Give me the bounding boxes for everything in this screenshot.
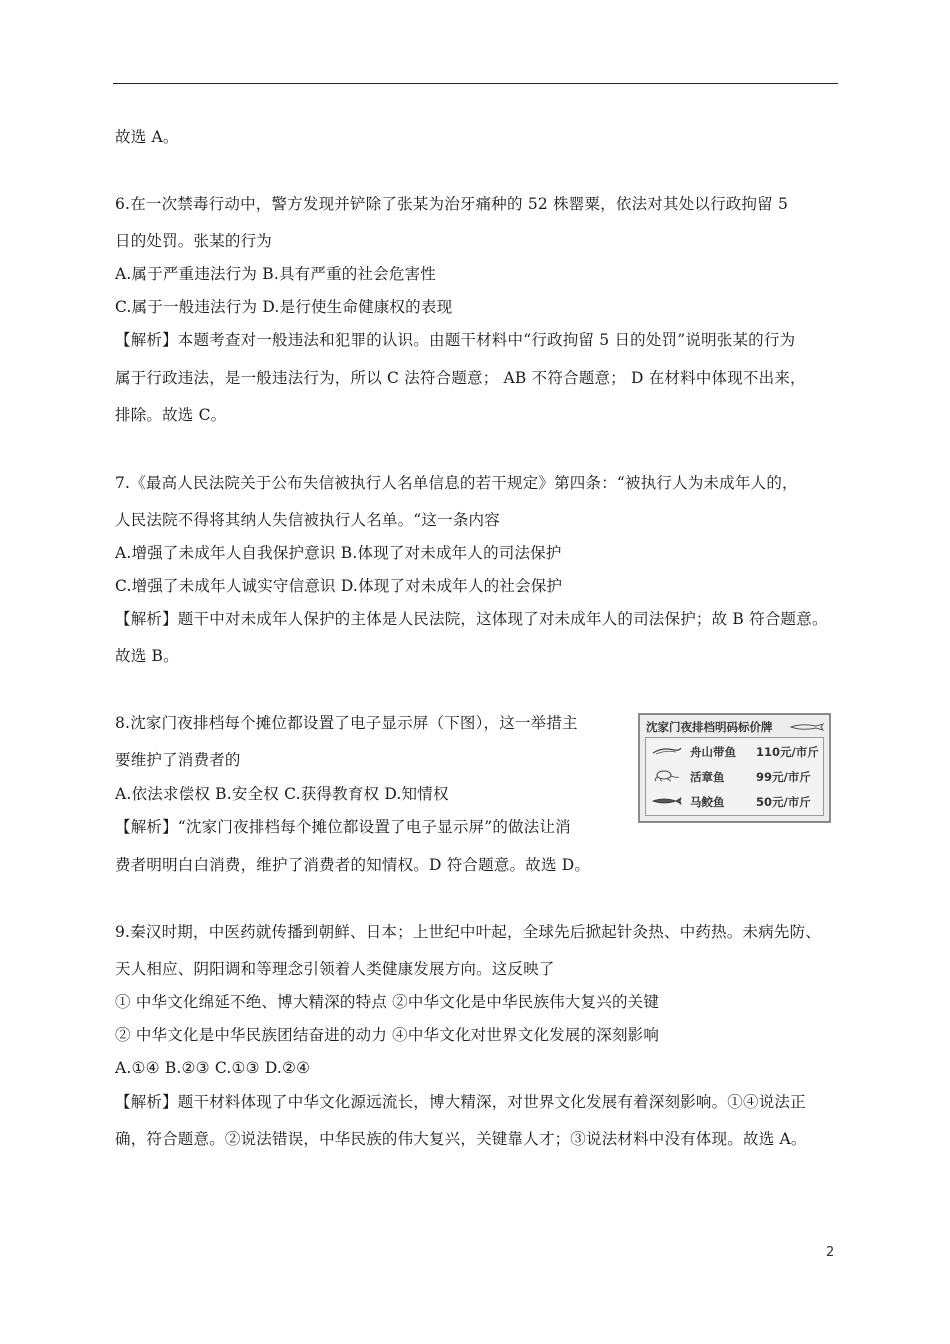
question-6-analysis: 属于行政违法，是一般违法行为，所以 C 法符合题意； AB 不符合题意； D 在材料中体现不出来， [115,369,806,387]
text-line: 故选 A。 [115,128,179,146]
price-row [646,765,825,789]
price-row [646,740,825,764]
price-item-price: 50元/市斤 [756,795,811,809]
question-6-options: A.属于严重违法行为 B.具有严重的社会危害性 [115,265,436,283]
header-rule [113,83,838,84]
question-9-analysis: 【解析】题干材料体现了中华文化源远流长，博大精深，对世界文化发展有着深刻影响。①④说法正 [115,1093,806,1111]
question-9-statements: ① 中华文化绵延不绝、博大精深的特点 ②中华文化是中华民族伟大复兴的关键 [115,993,660,1011]
question-9-statements: ② 中华文化是中华民族团结奋进的动力 ④中华文化对世界文化发展的深刻影响 [115,1026,660,1044]
question-7-analysis: 【解析】题干中对未成年人保护的主体是人民法院，这体现了对未成年人的司法保护；故 B 符合题意。 [115,610,828,628]
question-6-analysis: 排除。故选 C。 [115,406,227,424]
question-8-options: A.依法求偿权 B.安全权 C.获得教育权 D.知情权 [115,785,449,803]
question-9-analysis: 确，符合题意。②说法错误，中华民族的伟大复兴，关键靠人才；③说法材料中没有体现。故选 A。 [115,1130,807,1148]
question-6-stem: 日的处罚。张某的行为 [115,232,273,250]
question-6-stem: 6.在一次禁毒行动中，警方发现并铲除了张某为治牙痛种的 52 株罂粟，依法对其处以行政拘留 5 [115,195,789,213]
price-item-price: 110元/市斤 [756,745,819,759]
question-9-stem: 9.秦汉时期，中医药就传播到朝鲜、日本；上世纪中叶起，全球先后掀起针灸热、中药热。未病先防、 [115,923,821,941]
question-6-analysis: 【解析】本题考查对一般违法和犯罪的认识。由题干材料中“行政拘留 5 日的处罚”说明张某的行为 [115,331,796,349]
fish-decoration-icon [790,723,824,731]
question-7-options: A.增强了未成年人自我保护意识 B.体现了对未成年人的司法保护 [115,544,562,562]
mackerel-icon [652,795,682,807]
beltfish-icon [652,745,682,757]
question-8-analysis: 费者明明白白消费，维护了消费者的知情权。D 符合题意。故选 D。 [115,856,591,874]
question-6-options: C.属于一般违法行为 D.是行使生命健康权的表现 [115,298,453,316]
question-7-options: C.增强了未成年人诚实守信意识 D.体现了对未成年人的社会保护 [115,577,563,595]
question-9-stem: 天人相应、阴阳调和等理念引领着人类健康发展方向。这反映了 [115,960,555,978]
price-item-name: 舟山带鱼 [690,745,736,759]
price-list [645,737,824,816]
price-sign-image [638,713,831,823]
question-7-stem: 人民法院不得将其纳人失信被执行人名单。“这一条内容 [115,511,500,529]
question-9-options: A.①④ B.②③ C.①③ D.②④ [115,1059,311,1077]
question-7-analysis: 故选 B。 [115,647,179,665]
question-8-stem: 8.沈家门夜排档每个摊位都设置了电子显示屏（下图），这一举措主 [115,714,578,732]
question-7-stem: 7.《最高人民法院关于公布失信被执行人名单信息的若干规定》第四条：“被执行人为未成年人的， [115,474,798,492]
price-sign-title: 沈家门夜排档明码标价牌 [646,720,773,734]
octopus-icon [652,770,682,782]
question-8-analysis: 【解析】“沈家门夜排档每个摊位都设置了电子显示屏”的做法让消 [115,818,571,836]
price-item-price: 99元/市斤 [756,770,811,784]
price-item-name: 活章鱼 [690,770,725,784]
question-8-stem: 要维护了消费者的 [115,751,241,769]
price-item-name: 马鲛鱼 [690,795,725,809]
page-number: 2 [826,1245,835,1260]
price-row [646,790,825,814]
